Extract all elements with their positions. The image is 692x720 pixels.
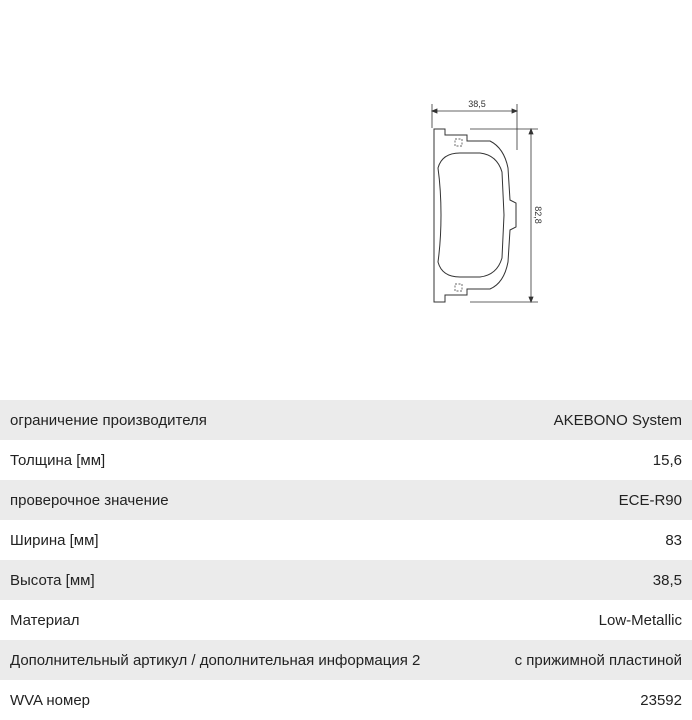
spec-value: Low-Metallic — [598, 611, 682, 629]
spec-row — [0, 640, 692, 680]
width-dimension — [432, 104, 517, 150]
spec-label: Высота [мм] — [10, 571, 95, 589]
spec-value: AKEBONO System — [553, 411, 682, 429]
spec-label: WVA номер — [10, 691, 91, 709]
spec-row — [0, 600, 692, 640]
spec-label: Толщина [мм] — [10, 451, 106, 469]
spec-label: Материал — [10, 611, 80, 629]
spec-row — [0, 400, 692, 440]
spec-row — [0, 480, 692, 520]
spec-value: ECE-R90 — [618, 491, 682, 509]
spec-row — [0, 680, 692, 720]
height-dimension-label: 82,8 — [533, 206, 543, 224]
friction-pad-outline — [438, 153, 504, 277]
width-dimension-label: 38,5 — [468, 99, 486, 109]
spec-value: 15,6 — [652, 451, 682, 469]
spec-label: проверочное значение — [10, 491, 169, 509]
spec-value: 83 — [665, 531, 682, 549]
spec-label: Дополнительный артикул / дополнительная информация 2 — [10, 651, 421, 669]
specifications-table — [0, 400, 692, 720]
clip-markers — [455, 139, 462, 291]
spec-row — [0, 560, 692, 600]
spec-label: Ширина [мм] — [10, 531, 99, 549]
spec-value: 23592 — [640, 691, 682, 709]
spec-label: ограничение производителя — [10, 411, 207, 429]
spec-row — [0, 520, 692, 560]
spec-row — [0, 440, 692, 480]
spec-value: с прижимной пластиной — [514, 651, 682, 669]
spec-value: 38,5 — [652, 571, 682, 589]
